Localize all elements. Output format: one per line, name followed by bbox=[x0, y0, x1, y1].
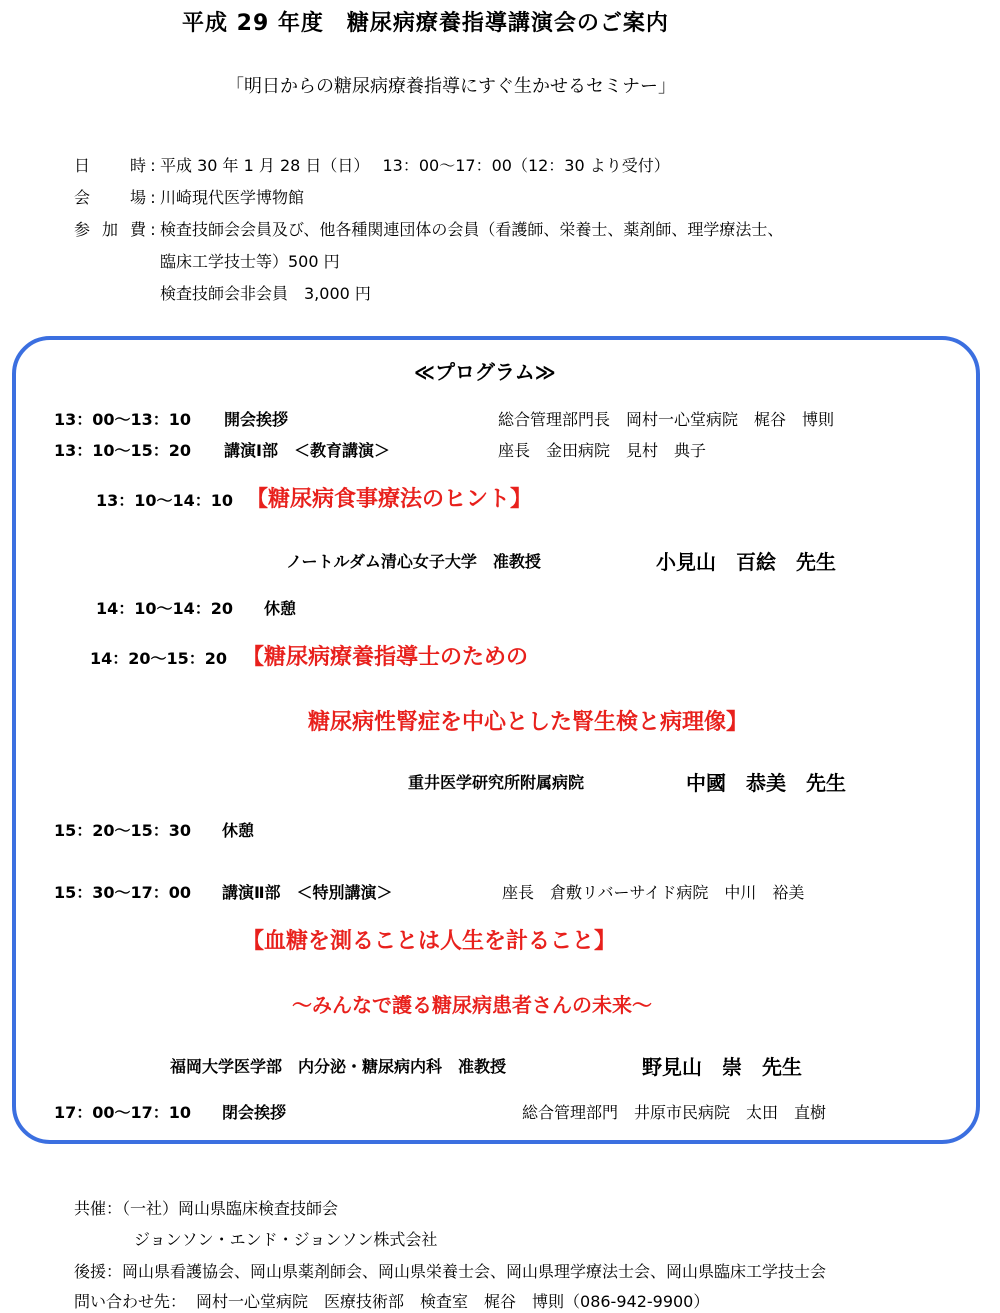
break2-label: 休憩 bbox=[222, 821, 255, 840]
talk3-affiliation: 福岡大学医学部 内分泌・糖尿病内科 准教授 bbox=[170, 1057, 507, 1076]
closing-person: 総合管理部門 井原市民病院 太田 直樹 bbox=[522, 1103, 827, 1122]
talk1-affiliation: ノートルダム清心女子大学 准教授 bbox=[286, 552, 541, 571]
cohost-line1: （一社）岡山県臨床検査技師会 bbox=[122, 1199, 339, 1218]
break1-time: 14：10～14：20 bbox=[96, 599, 234, 618]
venue-colon: : bbox=[150, 188, 156, 207]
talk2-time: 14：20～15：20 bbox=[90, 649, 228, 668]
cohost-line2: ジョンソン・エンド・ジョンソン株式会社 bbox=[134, 1230, 438, 1249]
page-subtitle: 「明日からの糖尿病療養指導にすぐ生かせるセミナー」 bbox=[226, 76, 676, 97]
talk3-subtitle: ～みんなで護る糖尿病患者さんの未来～ bbox=[292, 993, 652, 1017]
fee-line1: 検査技師会会員及び、他各種関連団体の会員（看護師、栄養士、薬剤師、理学療法士、 bbox=[160, 220, 784, 239]
part1-chair: 座長 金田病院 見村 典子 bbox=[498, 441, 707, 460]
talk1-title: 【糖尿病食事療法のヒント】 bbox=[246, 487, 533, 512]
venue-row bbox=[74, 185, 304, 208]
date-label: 日時 bbox=[74, 156, 146, 175]
contact-label: 問い合わせ先： bbox=[74, 1292, 187, 1311]
program-heading: ≪プログラム≫ bbox=[414, 360, 556, 384]
support-row bbox=[74, 1259, 826, 1282]
venue-value: 川崎現代医学博物館 bbox=[160, 188, 305, 207]
fee-line2: 臨床工学技士等）500 円 bbox=[160, 252, 340, 271]
fee-label: 参加費 bbox=[74, 220, 146, 239]
talk1-speaker: 小見山 百絵 先生 bbox=[656, 550, 836, 574]
talk3-title: 【血糖を測ることは人生を計ること】 bbox=[242, 929, 617, 954]
support-value: 岡山県看護協会、岡山県薬剤師会、岡山県栄養士会、岡山県理学療法士会、岡山県臨床工学技士会 bbox=[122, 1262, 827, 1281]
venue-label: 会場 bbox=[74, 188, 146, 207]
part1-label: 講演Ⅰ部 ＜教育講演＞ bbox=[224, 441, 390, 460]
date-value: 平成 30 年 1 月 28 日（日） 13：00～17：00（12：30 より受付） bbox=[160, 156, 670, 175]
part2-chair: 座長 倉敷リバーサイド病院 中川 裕美 bbox=[502, 883, 805, 902]
talk2-title-line1: 【糖尿病療養指導士のための bbox=[242, 645, 529, 670]
fee-line3: 検査技師会非会員 3,000 円 bbox=[160, 284, 371, 303]
part1-time: 13：10～15：20 bbox=[54, 441, 192, 460]
part2-label: 講演Ⅱ部 ＜特別講演＞ bbox=[222, 883, 393, 902]
fee-colon: : bbox=[150, 220, 156, 239]
support-label: 後援： bbox=[74, 1262, 123, 1281]
talk2-title-line2: 糖尿病性腎症を中心とした腎生検と病理像】 bbox=[308, 710, 749, 735]
talk2-affiliation: 重井医学研究所附属病院 bbox=[408, 773, 585, 792]
date-colon: : bbox=[150, 156, 156, 175]
talk1-time: 13：10～14：10 bbox=[96, 491, 234, 510]
date-row bbox=[74, 153, 670, 176]
talk3-speaker: 野見山 崇 先生 bbox=[642, 1055, 802, 1079]
fee-row bbox=[74, 217, 783, 240]
cohost-label: 共催： bbox=[74, 1199, 123, 1218]
part2-time: 15：30～17：00 bbox=[54, 883, 192, 902]
opening-person: 総合管理部門長 岡村一心堂病院 梶谷 博則 bbox=[498, 410, 835, 429]
opening-time: 13：00～13：10 bbox=[54, 410, 192, 429]
closing-time: 17：00～17：10 bbox=[54, 1103, 192, 1122]
talk2-speaker: 中國 恭美 先生 bbox=[686, 771, 846, 795]
break1-label: 休憩 bbox=[264, 599, 297, 618]
break2-time: 15：20～15：30 bbox=[54, 821, 192, 840]
cohost-row bbox=[74, 1196, 338, 1219]
contact-value: 岡村一心堂病院 医療技術部 検査室 梶谷 博則（086-942-9900） bbox=[196, 1292, 710, 1311]
closing-label: 閉会挨拶 bbox=[222, 1103, 287, 1122]
contact-row bbox=[74, 1289, 709, 1312]
opening-label: 開会挨拶 bbox=[224, 410, 289, 429]
page-title: 平成 29 年度 糖尿病療養指導講演会のご案内 bbox=[182, 11, 669, 36]
